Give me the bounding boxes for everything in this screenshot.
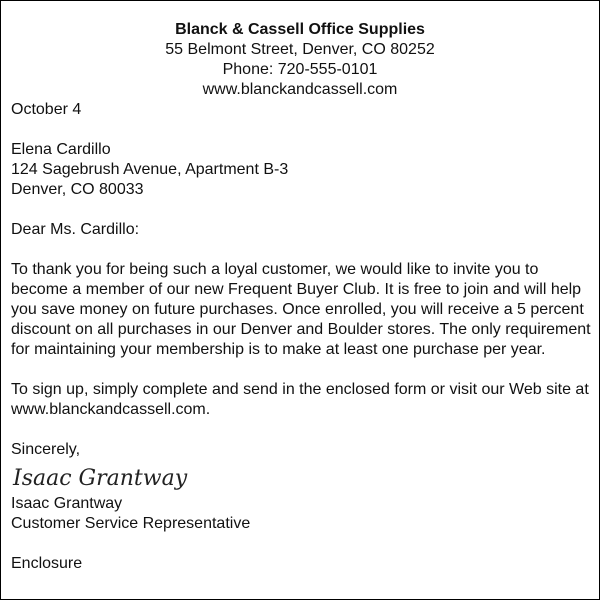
company-phone: Phone: 720-555-0101	[222, 61, 378, 78]
salutation: Dear Ms. Cardillo:	[11, 221, 140, 238]
body-paragraph-1: To thank you for being such a loyal customer, we would like to invite you to become a member of our new Frequent Buyer Club. It is free to join and will help you save money on future purchases. Once enrolled, you will receive a 5 percent discount on all purchases in our Denver and Boulder stores. The only requirement for maintaining your membership is to make at least one purchase per year.	[11, 261, 591, 358]
letter-date: October 4	[11, 101, 82, 118]
body-paragraph-2: To sign up, simply complete and send in the enclosed form or visit our Web site at www.blanckandcassell.com.	[11, 381, 589, 418]
letter-body	[1, 100, 599, 574]
company-address: 55 Belmont Street, Denver, CO 80252	[165, 41, 435, 58]
svg-text:Isaac Grantway: Isaac Grantway	[13, 466, 188, 491]
closing: Sincerely,	[11, 441, 81, 458]
recipient-name: Elena Cardillo	[11, 141, 111, 158]
signature-image	[12, 460, 222, 494]
letterhead	[1, 1, 599, 100]
recipient-block	[11, 140, 591, 200]
recipient-city: Denver, CO 80033	[11, 181, 144, 198]
handwritten-signature	[11, 460, 591, 494]
sender-title: Customer Service Representative	[11, 515, 251, 532]
company-name: Blanck & Cassell Office Supplies	[175, 21, 425, 38]
company-website: www.blanckandcassell.com	[202, 81, 398, 98]
enclosure-notation: Enclosure	[11, 555, 83, 572]
sender-name: Isaac Grantway	[11, 495, 123, 512]
recipient-street: 124 Sagebrush Avenue, Apartment B-3	[11, 161, 289, 178]
